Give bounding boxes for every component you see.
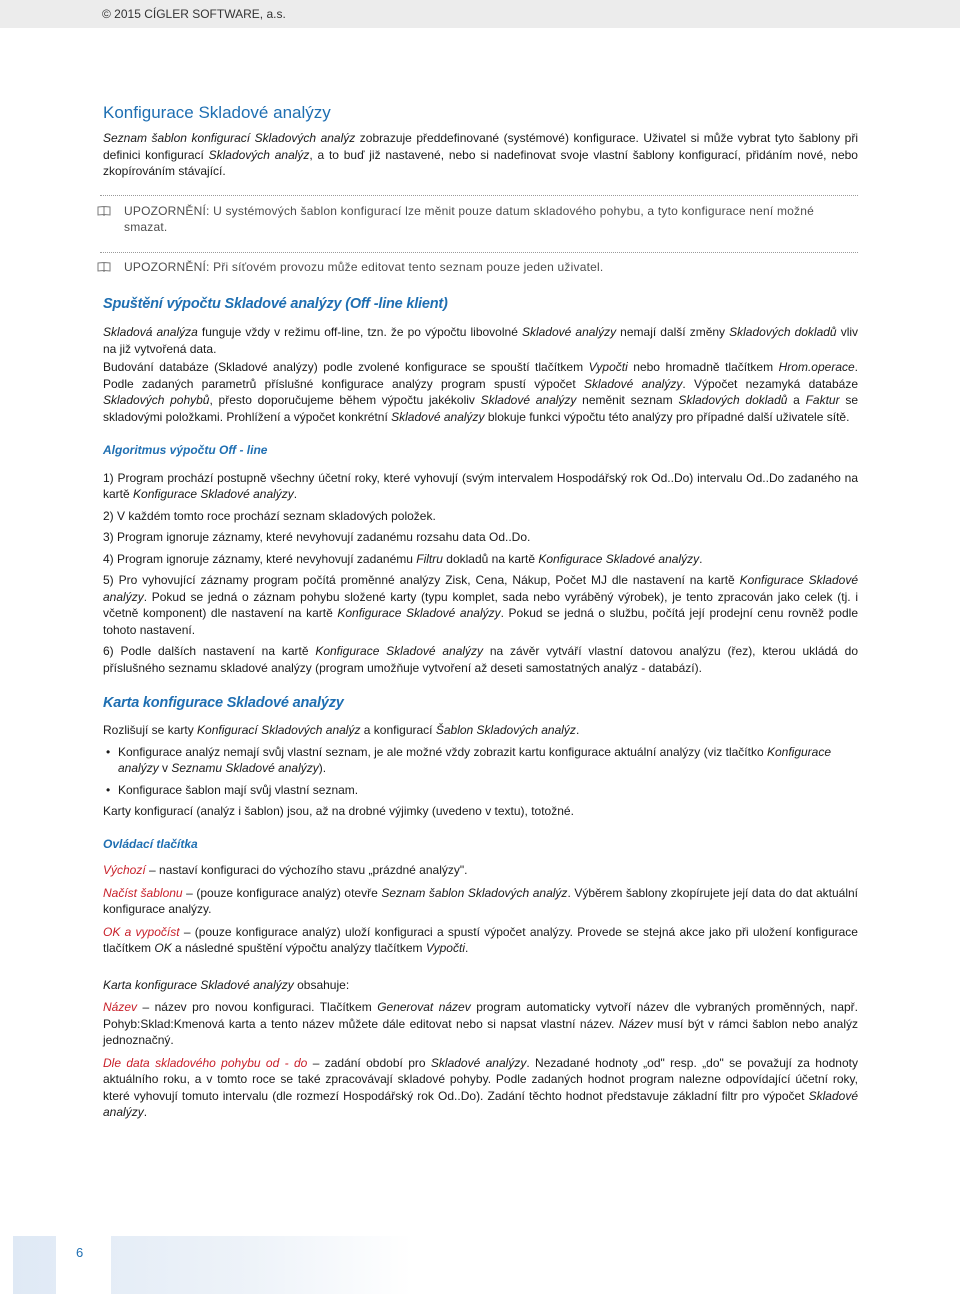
- document-body: [103, 102, 858, 1121]
- algorithm-step-2: 2) V každém tomto roce prochází seznam skladových položek.: [103, 508, 436, 523]
- karta-intro-paragraph: Rozlišují se karty Konfigurací Skladových analýz a konfigurací Šablon Skladových analýz.: [103, 723, 580, 737]
- note-divider: [100, 195, 858, 196]
- subsection-title-tlacitka: Ovládací tlačítka: [103, 836, 198, 851]
- section-title-spusteni: Spuštění výpočtu Skladové analýzy (Off -line klient): [103, 296, 448, 312]
- subsection-title-algoritmus: Algoritmus výpočtu Off - line: [103, 443, 268, 457]
- section-title-karta: Karta konfigurace Skladové analýzy: [103, 695, 344, 711]
- list-item: • Konfigurace analýz nemají svůj vlastní seznam, je ale možné vždy zobrazit kartu konfigurace aktuální analýzy (viz tlačítko Konfigurace analýzy v Seznamu Skladové analýzy).: [106, 744, 832, 775]
- algorithm-step-3: 3) Program ignoruje záznamy, které nevyhovují zadanému rozsahu data Od..Do.: [103, 530, 531, 544]
- note-divider: [100, 252, 858, 253]
- button-desc-ok-vypocist: OK a vypočíst – (pouze konfigurace analýz) uloží konfiguraci a spustí výpočet analýzy. Provede se stejná akce jako při uložení konfigurace tlačítkem OK a následné spuštění výpočtu analýzy tlačítkem Vypočti.: [103, 924, 858, 955]
- field-desc-datum: Dle data skladového pohybu od - do – zadání období pro Skladové analýzy. Nezadané hodnoty „od" resp. „do" se považují za hodnoty aktuálního roku, a v tomto roce se také zpracovávají skladové pohyby. Podle zadaných hodnot program nalezne odpovídající účetní roky, které vyhovují tomuto intervalu (dle rozmezí Hospodářský rok Od..Do). Zadání těchto hodnot představuje základní filtr pro výpočet Skladové analýzy.: [103, 1055, 858, 1119]
- button-desc-nacist: Načíst šablonu – (pouze konfigurace analýz) otevře Seznam šablon Skladových analýz. Výběrem šablony zkopírujete její data do dat aktuální konfigurace analýzy.: [103, 885, 858, 916]
- book-icon: [97, 205, 111, 216]
- database-paragraph: Budování databáze (Skladové analýzy) podle zvolené konfigurace se spouští tlačítkem Vypočti nebo hromadně tlačítkem Hrom.operace. Podle zadaných parametrů příslušné konfigurace analýzy program spustí výpočet Skladové analýzy. Výpočet nezamyká databáze Skladových pohybů, přesto doporučujeme během výpočtu jakékoliv Skladové analýzy neměnit seznam Skladových dokladů a Faktur se skladovými položkami. Prohlížení a výpočet konkrétní Skladové analýzy blokuje funkci výpočtu této analýzy pro případné další uživatele sítě.: [103, 360, 859, 424]
- book-icon: [97, 261, 111, 272]
- algorithm-step-1: 1) Program prochází postupně všechny účetní roky, které vyhovují (svým intervalem Hospodářský rok Od..Do) intervalu Od..Do zadaného na kartě Konfigurace Skladové analýzy.: [103, 470, 858, 501]
- list-item: • Konfigurace šablon mají svůj vlastní seznam.: [106, 782, 359, 797]
- algorithm-step-4: 4) Program ignoruje záznamy, které nevyhovují zadanému Filtru dokladů na kartě Konfigurace Skladové analýzy.: [103, 551, 703, 566]
- intro-paragraph: Seznam šablon konfigurací Skladových analýz zobrazuje předdefinované (systémové) konfigurace. Uživatel si může vybrat tyto šablony při definici konfigurací Skladových analýz, a to buď již nastavené, nebo si nadefinovat svoje vlastní šablony konfigurací, přidáním nové, nebo zkopírováním stávající.: [103, 131, 858, 178]
- offline-paragraph: Skladová analýza funguje vždy v režimu off-line, tzn. že po výpočtu libovolné Skladové analýzy nemají další změny Skladových dokladů vliv na již vytvořená data.: [103, 325, 859, 356]
- warning-note: UPOZORNĚNÍ: Při síťovém provozu může editovat tento seznam pouze jeden uživatel.: [103, 259, 858, 276]
- page-number-box: [56, 1236, 111, 1294]
- page-number: 6: [76, 1245, 84, 1260]
- algorithm-step-6: 6) Podle dalších nastavení na kartě Konfigurace Skladové analýzy na závěr vytváří vlastní datovou analýzu (řez), kterou ukládá do příslušného seznamu skladové analýzy (program umožňuje vytvoření až deseti samostatných analýz - databází).: [103, 644, 859, 675]
- field-desc-nazev: Název – název pro novou konfiguraci. Tlačítkem Generovat název program automaticky vytvoří název dle vybraných proměnných, např. Pohyb:Sklad:Kmenová karta a tento název můžete dále editovat nebo si napsat vlastní název. Název musí být v rámci šablon nebo analýz jednoznačný.: [103, 1000, 858, 1047]
- karta-note-paragraph: Karty konfigurací (analýz i šablon) jsou, až na drobné výjimky (uvedeno v textu), totožné.: [103, 804, 574, 818]
- warning-note: UPOZORNĚNÍ: U systémových šablon konfigurací lze měnit pouze datum skladového pohybu, a tyto konfigurace není možné smazat.: [103, 203, 858, 236]
- section-title-konfigurace: Konfigurace Skladové analýzy: [103, 103, 331, 122]
- algorithm-step-5: 5) Pro vyhovující záznamy program počítá proměnné analýzy Zisk, Cena, Nákup, Počet MJ dle nastavení na kartě Konfigurace Skladové analýzy. Pokud se jedná o záznam pohybu složené karty (typu komplet, sada nebo vyráběný výrobek), je tento zpracován jako celek (tj. i včetně komponent) dle nastavení na kartě Konfigurace Skladové analýzy. Pokud se jedná o službu, počítá její prodejní cenu rovněž podle tohoto nastavení.: [103, 573, 858, 637]
- button-desc-vychozi: Výchozí – nastaví konfiguraci do výchozího stavu „prázdné analýzy".: [103, 863, 468, 877]
- card-contents-intro: Karta konfigurace Skladové analýzy obsahuje:: [103, 977, 350, 992]
- copyright-text: © 2015 CÍGLER SOFTWARE, a.s.: [102, 7, 286, 21]
